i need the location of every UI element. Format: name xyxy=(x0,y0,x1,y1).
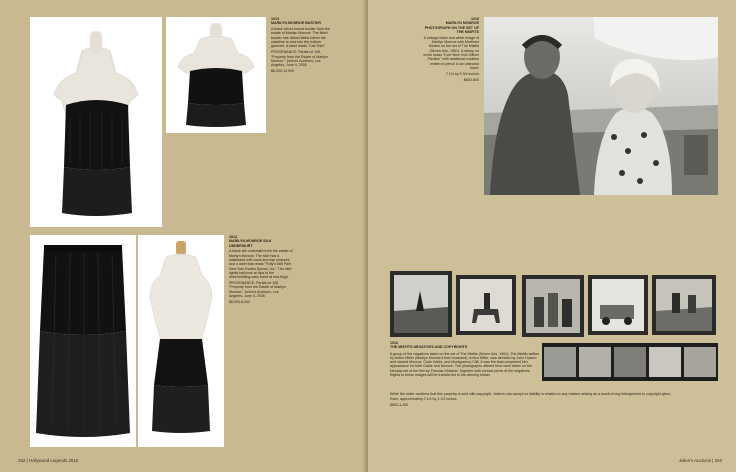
lot-1016-text xyxy=(390,341,550,350)
contact-strip xyxy=(542,343,718,381)
lot-size: 7 1/4 by 9 3/4 inches xyxy=(445,71,479,76)
bustier-back-photo xyxy=(166,17,266,133)
lot-title: THE MISFITS NEGATIVES AND COPYRIGHTS xyxy=(390,345,468,350)
negative-thumb-4 xyxy=(588,275,648,335)
negative-group-image xyxy=(522,275,584,337)
mannequin-bustier-front-image xyxy=(30,17,162,227)
lot-1014-text xyxy=(229,235,293,304)
lot-estimate: $8,000-10,000 xyxy=(271,69,295,74)
lot-estimate: $800-1,200 xyxy=(390,403,409,408)
lot-1013-text xyxy=(271,17,335,73)
lot-number: 1016 xyxy=(390,341,398,345)
underskirt-flat-image xyxy=(30,235,136,447)
lot-number: 1015 xyxy=(471,17,479,21)
lot-title: MARILYN MONROE BUSTIER xyxy=(271,21,321,26)
lot-provenance: PROVENANCE: Partial lot 106, "Property from the Estate of Marilyn Monroe," Julien's Auctions, Los Angeles, June 4, 2005 xyxy=(271,50,328,68)
negative-crew-image xyxy=(652,275,716,335)
lot-1016-notes xyxy=(390,390,716,408)
lot-description: A black velvet boned bustier from the estate of Marilyn Monroe. The fitted bustier has ribbed fabric below the waistline to tuck into the bottom garment. A label reads "Call Shirt". xyxy=(271,27,330,49)
right-folio: Julien's Auctions | 263 xyxy=(678,458,722,463)
underskirt-flat-photo xyxy=(30,235,136,447)
lot-provenance: PROVENANCE: Partial lot 106, "Property from the Estate of Marilyn Monroe," Julien's Auctions, Los Angeles, June 4, 2005 xyxy=(229,281,286,299)
mannequin-underskirt-image xyxy=(138,235,224,447)
negative-thumb-5 xyxy=(652,275,716,335)
negative-vehicle-image xyxy=(588,275,648,335)
lot-title: MARILYN MONROE PHOTOGRAPH ON THE SET OF THE MISFITS xyxy=(424,21,479,34)
lot-estimate: $600-800 xyxy=(463,77,479,82)
lot-1015-text xyxy=(423,17,479,82)
contact-prints-image xyxy=(542,343,718,381)
lot-description: A group of the negatives taken on the set of The Misfits (Seven Arts, 1961). The Misfits written by Arthur Miller (Marilyn Monroe's then husband), Arthur Miller, was directed by John Huston and starred Monroe, Clark Gable, and Montgomery Clift. It was the final completed film appearance for both Gable and Monroe. The photographs offered here were taken on the Nevada set of the film by Thomas Kirkland. Together with contact prints of the negatives. Rights to these images will be transferred to the winning bidder. xyxy=(390,351,540,378)
negative-thumb-1 xyxy=(390,271,452,337)
right-page xyxy=(368,0,736,472)
negative-horse-image xyxy=(456,275,516,335)
bustier-front-photo xyxy=(30,17,162,227)
lot-estimate: $6,000-8,000 xyxy=(229,299,251,304)
lot-note: While the seller confirms that this property is sold with copyright, Julien's can accept no liability in relation to any matters arising as a result of any infringement to copyright given. xyxy=(390,391,672,396)
lot-number: 1014 xyxy=(229,235,237,239)
lot-1016-body xyxy=(390,350,540,377)
lot-size: Each, approximately 2 1/4 by 3 1/2 inches xyxy=(390,397,457,402)
lot-description: A black silk underskirt from the estate of Marilyn Monroe. The skirt has a waistband with hook and eye closures and a label that reads "Fully's 680 Park New York Rodea Symes, Inc." The skirt lightly balloons at hips to the sheer/shifting satin band at mid-thigh. xyxy=(229,249,293,280)
negative-thumb-2 xyxy=(456,275,516,335)
mannequin-bustier-back-image xyxy=(166,17,266,133)
left-folio: 262 | Hollywood Legends 2015 xyxy=(18,458,79,463)
monroe-on-set-image xyxy=(484,17,718,195)
lot-number: 1013 xyxy=(271,17,279,21)
negative-landscape-image xyxy=(390,271,452,337)
lot-description: A vintage black and white image of Marilyn Monroe with Mortimer Kristen on the set of The Misfits (Seven Arts, 1961). A stamp on verso reads "Eve/ New York Office/ Pavilion" with additional notation written in pencil in an unknown hand. xyxy=(423,35,479,70)
lot-title: MARILYN MONROE SILK UNDERSKIRT xyxy=(229,239,272,248)
negative-thumb-3 xyxy=(522,275,584,337)
underskirt-mannequin-photo xyxy=(138,235,224,447)
misfits-set-photo xyxy=(484,17,718,195)
